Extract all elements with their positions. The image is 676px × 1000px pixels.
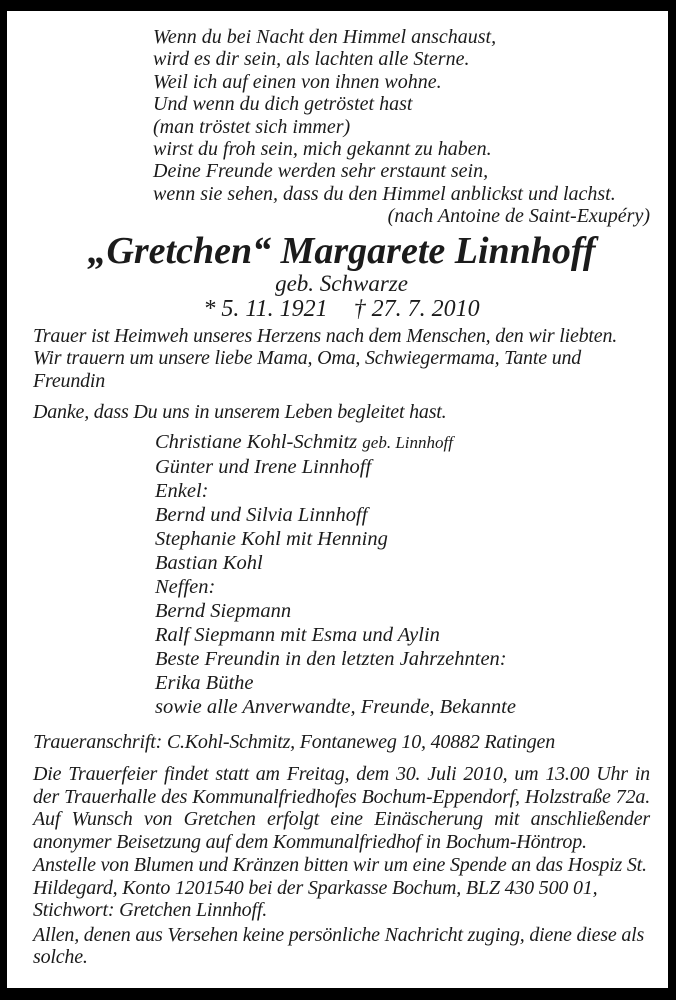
donation-info: Anstelle von Blumen und Kränzen bitten wir um eine Spende an das Hospiz St. Hildegard, Konto 1201540 bei der Sparkasse Bochum, BLZ 430 500 01, Stichwort: Gretchen Linnhoff. xyxy=(33,854,647,922)
poem-line: Wenn du bei Nacht den Himmel anschaust, xyxy=(153,26,497,48)
mourner-line xyxy=(155,671,650,695)
birth-date: * 5. 11. 1921 xyxy=(203,295,328,322)
mourner-name: Christiane Kohl-Schmitz xyxy=(155,430,358,453)
mourner-line xyxy=(155,430,650,455)
mourner-line xyxy=(155,527,650,551)
mourner-line xyxy=(155,479,650,503)
poem-line: Und wenn du dich getröstet hast xyxy=(153,93,413,116)
poem-line: wird es dir sein, als lachten alle Sterne. xyxy=(153,48,470,71)
mourner-name: Erika Büthe xyxy=(155,671,254,694)
mourner-name: Günter und Irene Linnhoff xyxy=(155,455,372,478)
mourner-line xyxy=(155,647,650,671)
poem-line: (man tröstet sich immer) xyxy=(153,115,351,138)
mourners-list xyxy=(155,430,650,719)
mourner-name: Neffen: xyxy=(155,575,216,598)
mourner-line xyxy=(155,551,650,575)
notice-text: Allen, denen aus Versehen keine persönliche Nachricht zuging, diene diese als solche. xyxy=(33,923,645,969)
life-dates xyxy=(33,296,650,322)
poem-line: Weil ich auf einen von ihnen wohne. xyxy=(153,70,442,93)
mourner-name: sowie alle Anverwandte, Freunde, Bekannte xyxy=(155,695,516,718)
mourning-text: Trauer ist Heimweh unseres Herzens nach dem Menschen, den wir liebten. Wir trauern um unsere liebe Mama, Oma, Schwiegermama, Tante und Freundin xyxy=(33,324,618,392)
mourner-name: Stephanie Kohl mit Henning xyxy=(155,527,388,550)
death-date: † 27. 7. 2010 xyxy=(353,295,480,322)
mourner-name: Bastian Kohl xyxy=(155,551,263,574)
mourner-name: Beste Freundin in den letzten Jahrzehnten: xyxy=(155,647,507,670)
funeral-info: Die Trauerfeier findet statt am Freitag, dem 30. Juli 2010, um 13.00 Uhr in der Trauerhalle des Kommunalfriedhofes Bochum-Eppendorf, Holzstraße 72a. Auf Wunsch von Gretchen erfolgt eine Einäscherung mit anschließender anonymer Beisetzung auf dem Kommunalfriedhof in Bochum-Höntrop. xyxy=(33,763,650,853)
mourner-name: Enkel: xyxy=(155,479,209,502)
poem-line: wirst du froh sein, mich gekannt zu haben. xyxy=(153,138,492,161)
thanks-text: Danke, dass Du uns in unserem Leben begleitet hast. xyxy=(33,401,447,424)
mourner-line xyxy=(155,503,650,527)
poem-line: wenn sie sehen, dass du den Himmel anblickst und lachst. xyxy=(153,182,616,205)
mourner-line xyxy=(155,599,650,623)
mourner-line xyxy=(155,455,650,479)
mourner-line xyxy=(155,695,650,719)
mourner-line xyxy=(155,623,650,647)
mourner-line xyxy=(155,575,650,599)
mourner-name: Bernd und Silvia Linnhoff xyxy=(155,503,368,526)
mourner-name: Ralf Siepmann mit Esma und Aylin xyxy=(155,623,440,646)
memorial-poem xyxy=(153,26,650,205)
poem-attribution: (nach Antoine de Saint-Exupéry) xyxy=(387,205,650,228)
maiden-name: geb. Schwarze xyxy=(275,270,408,296)
condolence-address: Traueranschrift: C.Kohl-Schmitz, Fontaneweg 10, 40882 Ratingen xyxy=(33,730,556,753)
poem-line: Deine Freunde werden sehr erstaunt sein, xyxy=(153,160,489,183)
obituary-notice xyxy=(7,11,668,988)
mourner-note: geb. Linnhoff xyxy=(362,432,453,452)
deceased-name: „Gretchen“ Margarete Linnhoff xyxy=(87,229,596,272)
mourner-name: Bernd Siepmann xyxy=(155,599,292,622)
